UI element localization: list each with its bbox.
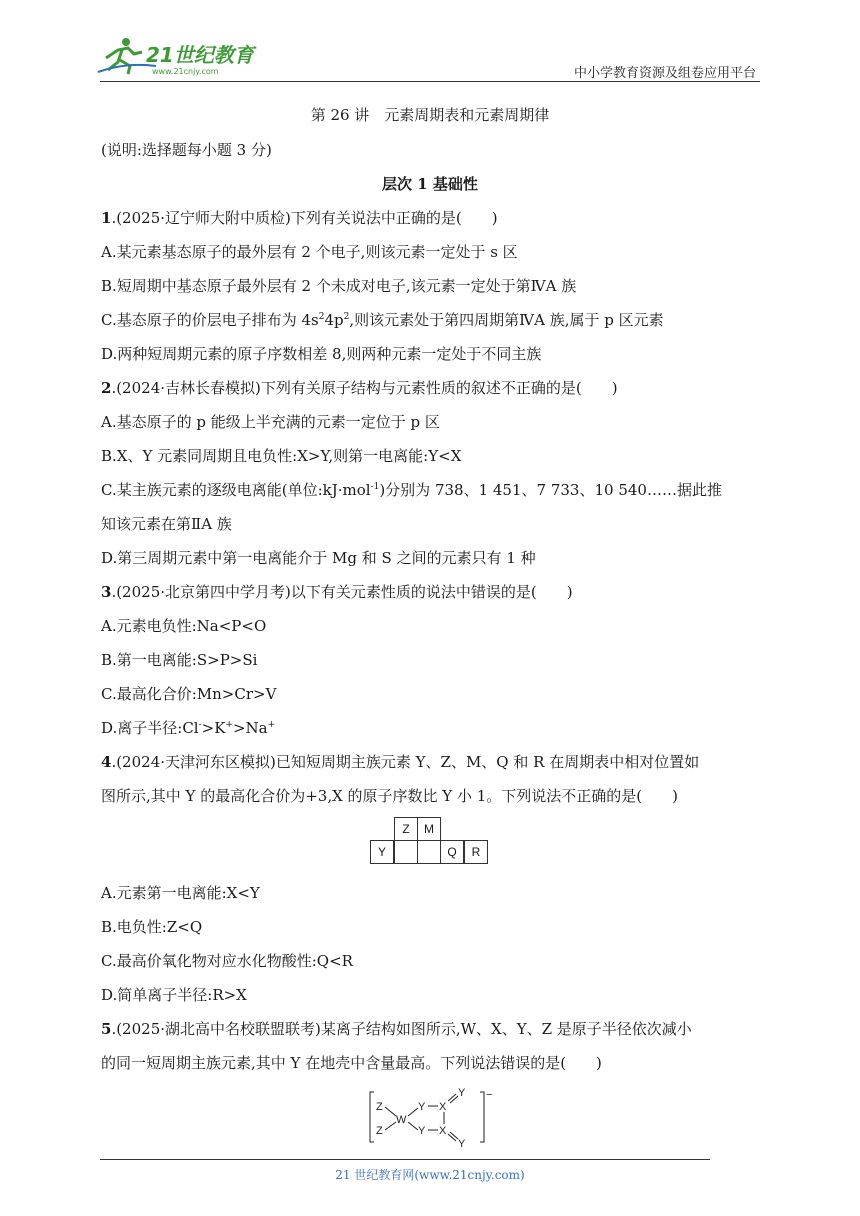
logo-subtext: www.21cnjy.com <box>152 67 219 76</box>
question-5-stem: 5.(2025·湖北高中名校联盟联考)某离子结构如图所示,W、X、Y、Z 是原子半径依次减小 <box>101 1020 692 1038</box>
question-5-stem-continued: 的同一短周期主族元素,其中 Y 在地壳中含量最高。下列说法错误的是( ) <box>101 1054 602 1072</box>
question-3-stem: 3.(2025·北京第四中学月考)以下有关元素性质的说法中错误的是( ) <box>101 583 573 601</box>
question-2-option-a: A.基态原子的 p 能级上半充满的元素一定位于 p 区 <box>101 413 440 431</box>
cell-z: Z <box>394 817 418 841</box>
question-2-stem: 2.(2024·吉林长春模拟)下列有关原子结构与元素性质的叙述不正确的是( ) <box>101 379 618 397</box>
question-1-option-c: C.基态原子的价层电子排布为 $4s^24p^2$,则该元素处于第四周期第ⅣA 族,属于 p 区元素 <box>101 311 664 329</box>
platform-name: 中小学教育资源及组卷应用平台 <box>573 66 756 81</box>
atom-x-bottom: X <box>439 1125 447 1137</box>
atom-x-top: X <box>439 1101 447 1113</box>
charge-label: − <box>486 1089 493 1101</box>
question-4-option-b: B.电负性:Z<Q <box>101 918 203 936</box>
atom-y-top: Y <box>418 1101 426 1113</box>
question-2-option-c: C.某主族元素的逐级电离能(单位:kJ·mol$^{-1}$)分别为 738、1 451、7 733、10 540……据此推 <box>101 481 722 499</box>
question-3-option-a: A.元素电负性:Na<P<O <box>101 617 267 635</box>
atom-z-top: Z <box>376 1101 383 1113</box>
page-title: 第 26 讲 元素周期表和元素周期律 <box>310 106 550 124</box>
site-logo <box>96 36 266 78</box>
question-4-stem: 4.(2024·天津河东区模拟)已知短周期主族元素 Y、Z、M、Q 和 R 在周期表中相对位置如 <box>101 753 700 771</box>
question-1-option-d: D.两种短周期元素的原子序数相差 8,则两种元素一定处于不同主族 <box>101 345 542 363</box>
question-2-option-d: D.第三周期元素中第一电离能介于 Mg 和 S 之间的元素只有 1 种 <box>101 549 536 567</box>
cell-r: R <box>464 840 488 864</box>
section-heading: 层次 1 基础性 <box>382 175 478 193</box>
footer-link[interactable]: 21 世纪教育网(www.21cnjy.com) <box>335 1168 525 1182</box>
cell-m: M <box>417 817 441 841</box>
question-2-option-b: B.X、Y 元素同周期且电负性:X>Y,则第一电离能:Y<X <box>101 447 462 465</box>
question-2-option-c-continued: 知该元素在第ⅡA 族 <box>101 515 232 533</box>
periodic-table-fragment <box>370 815 492 867</box>
atom-z-bottom: Z <box>376 1125 383 1137</box>
logo-text: 21世纪教育 <box>146 43 254 67</box>
instructions-note: (说明:选择题每小题 3 分) <box>101 141 272 159</box>
atom-y-double-bottom: Y <box>458 1138 466 1148</box>
cell-y: Y <box>370 840 394 864</box>
atom-y-double-top: Y <box>458 1088 466 1099</box>
atom-w: W <box>396 1114 407 1126</box>
header-divider <box>100 81 760 82</box>
question-1-stem: 1.(2025·辽宁师大附中质检)下列有关说法中正确的是( ) <box>101 209 498 227</box>
question-3-option-c: C.最高化合价:Mn>Cr>V <box>101 685 277 703</box>
question-4-option-a: A.元素第一电离能:X<Y <box>101 884 260 902</box>
footer-divider <box>100 1159 710 1160</box>
question-4-stem-continued: 图所示,其中 Y 的最高化合价为+3,X 的原子序数比 Y 小 1。下列说法不正确的是( ) <box>101 787 678 805</box>
question-1-option-a: A.某元素基态原子的最外层有 2 个电子,则该元素一定处于 s 区 <box>101 243 518 261</box>
cell-blank-2 <box>417 840 441 864</box>
atom-y-bottom: Y <box>418 1125 426 1137</box>
question-1-option-b: B.短周期中基态原子最外层有 2 个未成对电子,该元素一定处于第ⅣA 族 <box>101 277 577 295</box>
ion-structure-diagram <box>368 1088 496 1148</box>
question-3-option-b: B.第一电离能:S>P>Si <box>101 651 258 669</box>
question-4-option-c: C.最高价氧化物对应水化物酸性:Q<R <box>101 952 353 970</box>
cell-blank-1 <box>394 840 418 864</box>
cell-q: Q <box>440 840 464 864</box>
question-4-option-d: D.简单离子半径:R>X <box>101 986 247 1004</box>
question-3-option-d: D.离子半径:Cl->K+>Na+ <box>101 719 276 737</box>
